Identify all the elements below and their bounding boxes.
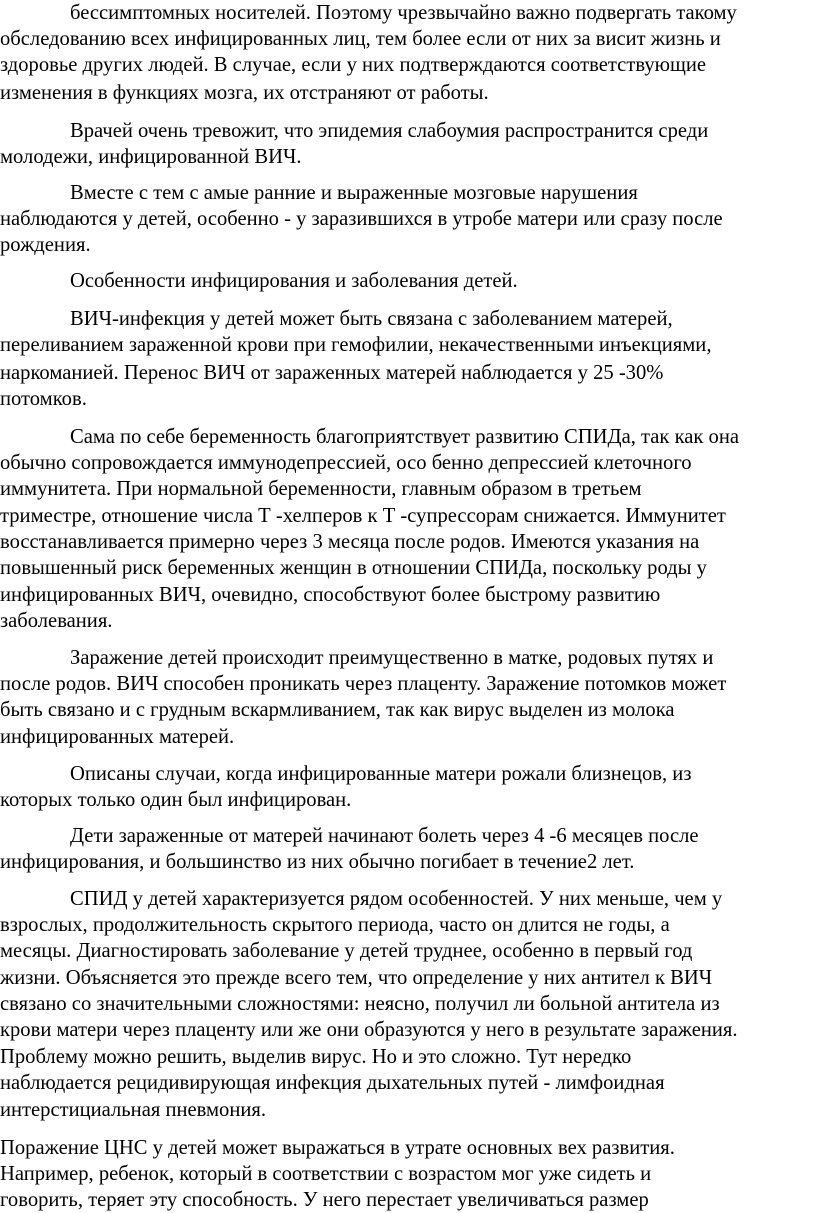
- text-line: наблюдается рецидивирующая инфекция дыхательных путей - лимфоидная: [0, 1072, 665, 1094]
- text-line: Сама по себе беременность благоприятствует развитию СПИДа, так как она: [70, 426, 740, 448]
- text-line: молодежи, инфицированной ВИЧ.: [0, 146, 302, 168]
- text-line: ВИЧ-инфекция у детей может быть связана с заболеванием матерей,: [70, 308, 673, 330]
- text-line: Описаны случаи, когда инфицированные матери рожали близнецов, из: [70, 763, 692, 785]
- text-line: Врачей очень тревожит, что эпидемия слабоумия распространится среди: [70, 120, 709, 142]
- text-line: Вместе с тем с амые ранние и выраженные мозговые нарушения: [70, 182, 638, 204]
- text-line: инфицированных матерей.: [0, 726, 235, 748]
- text-line: Поражение ЦНС у детей может выражаться в утрате основных вех развития.: [0, 1137, 675, 1159]
- text-line: связано со значительными сложностями: неясно, получил ли больной антитела из: [0, 993, 720, 1015]
- text-line: интерстициальная пневмония.: [0, 1099, 266, 1121]
- text-line: быть связано и с грудным вскармливанием, так как вирус выделен из молока: [0, 699, 675, 721]
- text-line: иммунитета. При нормальной беременности, главным образом в третьем: [0, 478, 642, 500]
- text-line: здоровье других людей. В случае, если у них подтверждаются соответствующие: [0, 54, 707, 76]
- text-line: Проблему можно решить, выделив вирус. Но и это сложно. Тут нередко: [0, 1046, 632, 1068]
- text-line: говорить, теряет эту способность. У него перестает увеличиваться размер: [0, 1189, 649, 1211]
- text-line: изменения в функциях мозга, их отстраняют от работы.: [0, 82, 489, 104]
- text-line: месяцы. Диагностировать заболевание у детей труднее, особенно в первый год: [0, 940, 693, 962]
- text-line: бессимптомных носителей. Поэтому чрезвычайно важно подвергать такому: [70, 2, 737, 24]
- text-line: крови матери через плаценту или же они образуются у него в результате заражения.: [0, 1019, 738, 1041]
- text-line: обследованию всех инфицированных лиц, тем более если от них за висит жизнь и: [0, 28, 721, 50]
- text-line: после родов. ВИЧ способен проникать через плаценту. Заражение потомков может: [0, 673, 727, 695]
- text-line: повышенный риск беременных женщин в отношении СПИДа, поскольку роды у: [0, 557, 707, 579]
- text-line: жизни. Объясняется это прежде всего тем, что определение у них антител к ВИЧ: [0, 967, 713, 989]
- text-line: наблюдаются у детей, особенно - у заразившихся в утробе матери или сразу после: [0, 208, 723, 230]
- text-line: заболевания.: [0, 610, 113, 632]
- text-line: инфицированных ВИЧ, очевидно, способствуют более быстрому развитию: [0, 584, 661, 606]
- text-line: триместре, отношение числа Т -хелперов к Т -супрессорам снижается. Иммунитет: [0, 505, 726, 527]
- text-line: Заражение детей происходит преимущественно в матке, родовых путях и: [70, 647, 714, 669]
- text-line: взрослых, продолжительность скрытого периода, часто он длится не годы, а: [0, 914, 670, 936]
- text-line: восстанавливается примерно через 3 месяца после родов. Имеются указания на: [0, 531, 700, 553]
- text-line: СПИД у детей характеризуется рядом особенностей. У них меньше, чем у: [70, 888, 723, 910]
- text-line: переливанием зараженной крови при гемофилии, некачественными инъекциями,: [0, 334, 712, 356]
- text-line: Например, ребенок, который в соответствии с возрастом мог уже сидеть и: [0, 1163, 652, 1185]
- text-line: наркоманией. Перенос ВИЧ от зараженных матерей наблюдается у 25 -30%: [0, 362, 664, 384]
- text-line: обычно сопровождается иммунодепрессией, осо бенно депрессией клеточного: [0, 452, 692, 474]
- section-heading: Особенности инфицирования и заболевания детей.: [70, 270, 518, 292]
- text-line: рождения.: [0, 234, 91, 256]
- text-line: которых только один был инфицирован.: [0, 789, 352, 811]
- text-line: потомков.: [0, 388, 87, 410]
- text-line: Дети зараженные от матерей начинают болеть через 4 -6 месяцев после: [70, 825, 699, 847]
- text-line: инфицирования, и большинство из них обычно погибает в течение2 лет.: [0, 851, 635, 873]
